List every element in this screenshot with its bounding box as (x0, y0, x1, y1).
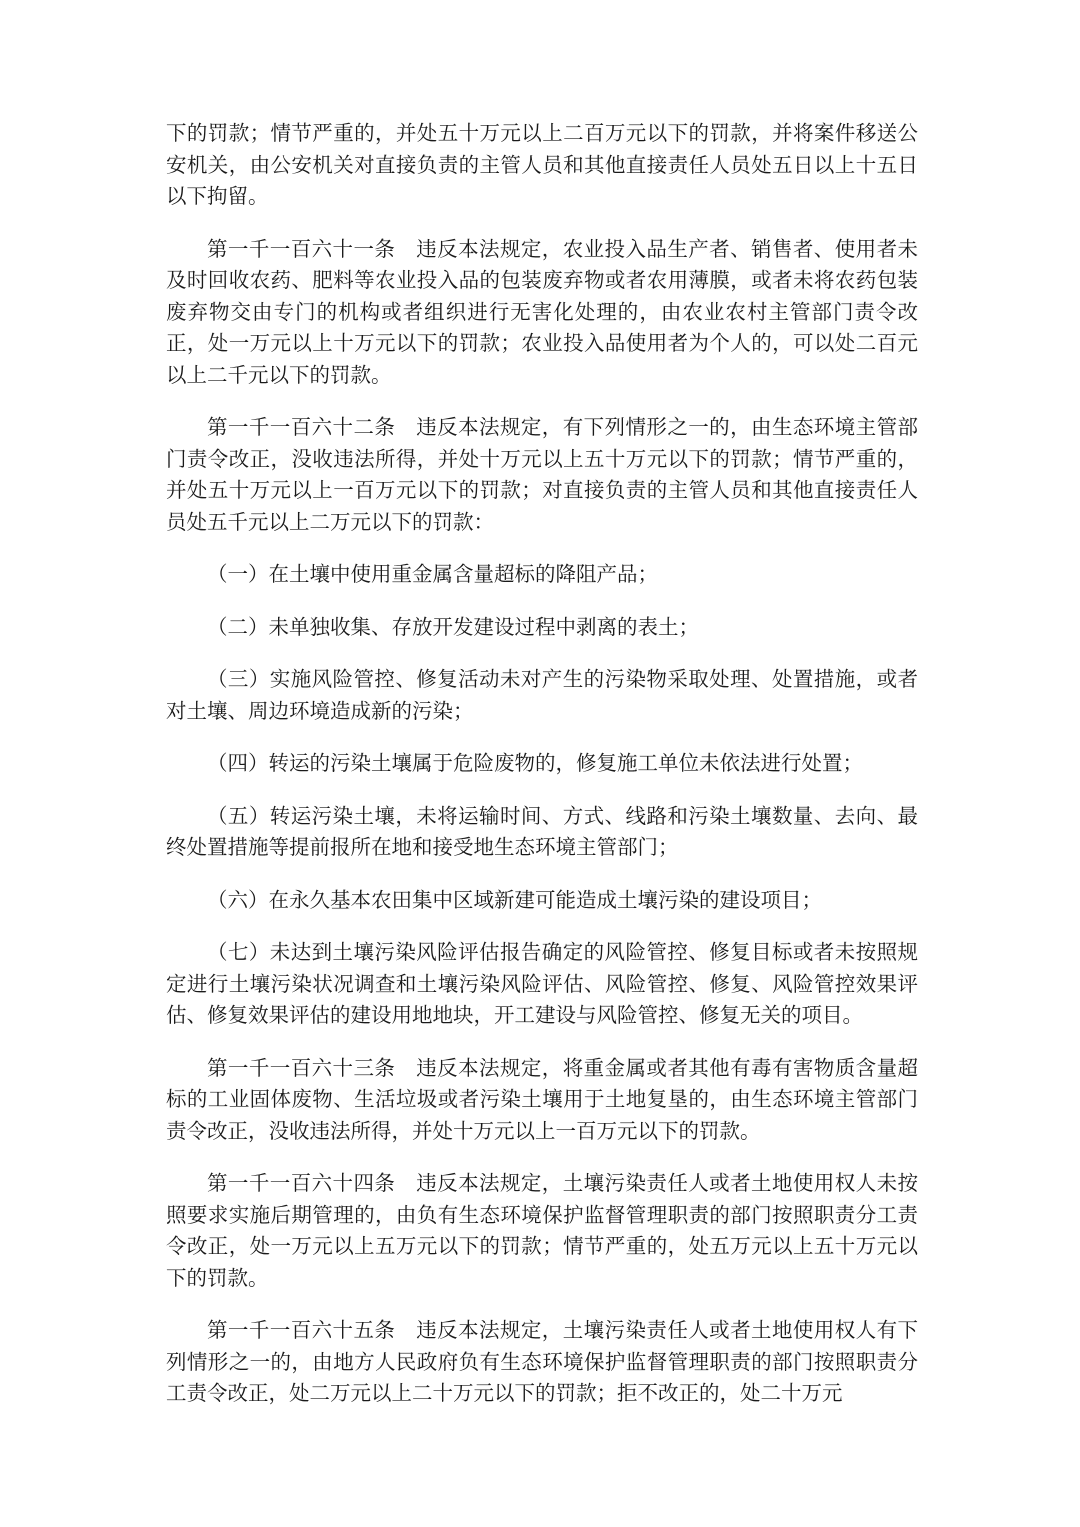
article-1163: 第一千一百六十三条 违反本法规定，将重金属或者其他有毒有害物质含量超标的工业固体废物、生活垃圾或者污染土壤用于土地复垦的，由生态环境主管部门责令改正，没收违法所得，并处十万元以上一百万元以下的罚款。 (166, 1055, 918, 1143)
paragraph-continuation: 下的罚款；情节严重的，并处五十万元以上二百万元以下的罚款，并将案件移送公安机关，由公安机关对直接负责的主管人员和其他直接责任人员处五日以上十五日以下拘留。 (166, 121, 918, 208)
article-1161: 第一千一百六十一条 违反本法规定，农业投入品生产者、销售者、使用者未及时回收农药、肥料等农业投入品的包装废弃物或者农用薄膜，或者未将农药包装废弃物交由专门的机构或者组织进行无害化处理的，由农业农村主管部门责令改正，处一万元以上十万元以下的罚款；农业投入品使用者为个人的，可以处二百元以上二千元以下的罚款。 (166, 236, 918, 387)
list-item-5: （五）转运污染土壤，未将运输时间、方式、线路和污染土壤数量、去向、最终处置措施等提前报所在地和接受地生态环境主管部门； (166, 803, 918, 859)
list-item-1: （一）在土壤中使用重金属含量超标的降阻产品； (207, 562, 658, 586)
article-1165: 第一千一百六十五条 违反本法规定，土壤污染责任人或者土地使用权人有下列情形之一的，由地方人民政府负有生态环境保护监督管理职责的部门按照职责分工责令改正，处二万元以上二十万元以下的罚款；拒不改正的，处二十万元 (166, 1318, 918, 1405)
article-1162: 第一千一百六十二条 违反本法规定，有下列情形之一的，由生态环境主管部门责令改正，没收违法所得，并处十万元以上五十万元以下的罚款；情节严重的，并处五十万元以上一百万元以下的罚款；对直接负责的主管人员和其他直接责任人员处五千元以上二万元以下的罚款： (166, 415, 918, 534)
list-item-7: （七）未达到土壤污染风险评估报告确定的风险管控、修复目标或者未按照规定进行土壤污染状况调查和土壤污染风险评估、风险管控、修复、风险管控效果评估、修复效果评估的建设用地地块，开工建设与风险管控、修复无关的项目。 (166, 940, 918, 1027)
list-item-6: （六）在永久基本农田集中区域新建可能造成土壤污染的建设项目； (207, 887, 822, 912)
list-item-3: （三）实施风险管控、修复活动未对产生的污染物采取处理、处置措施，或者对土壤、周边环境造成新的污染； (166, 667, 918, 723)
document-page (166, 118, 918, 1431)
list-item-4: （四）转运的污染土壤属于危险废物的，修复施工单位未依法进行处置； (207, 751, 863, 775)
article-1164: 第一千一百六十四条 违反本法规定，土壤污染责任人或者土地使用权人未按照要求实施后期管理的，由负有生态环境保护监督管理职责的部门按照职责分工责令改正，处一万元以上五万元以下的罚款；情节严重的，处五万元以上五十万元以下的罚款。 (166, 1171, 918, 1290)
list-item-2: （二）未单独收集、存放开发建设过程中剥离的表土； (207, 614, 699, 639)
